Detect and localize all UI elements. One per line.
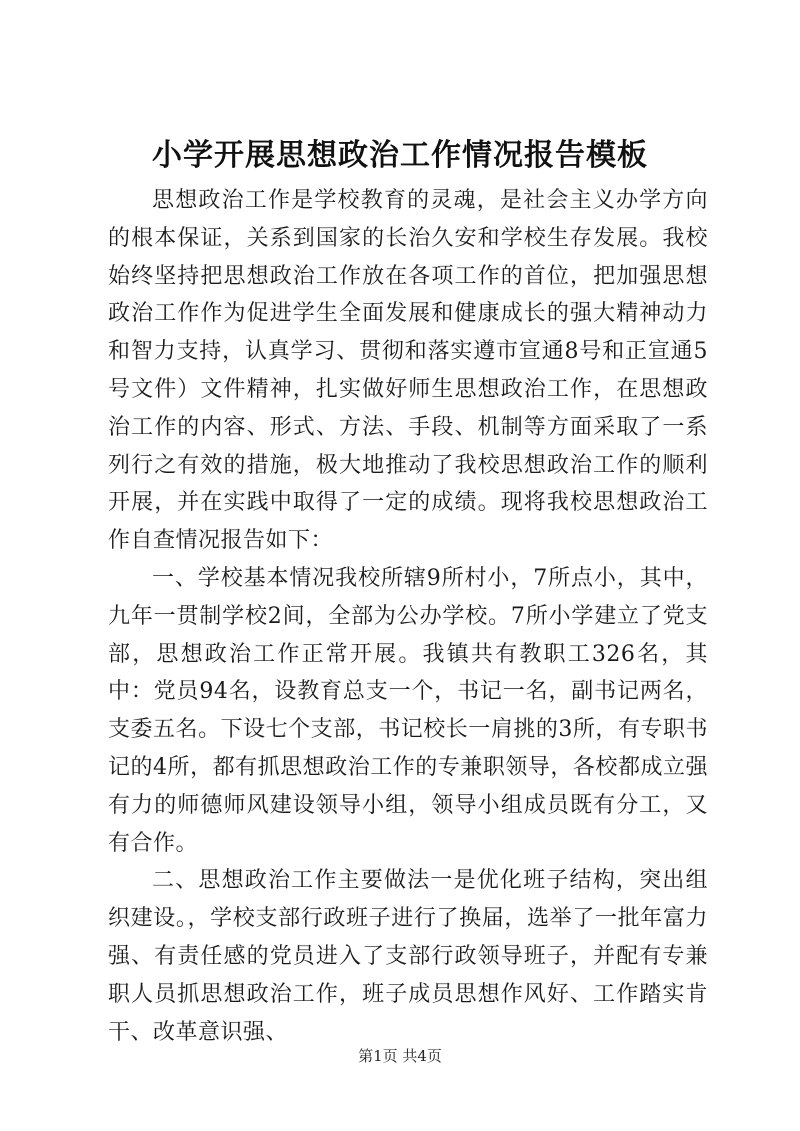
paragraph-section-2: 二、思想政治工作主要做法一是优化班子结构，突出组织建设。，学校支部行政班子进行了换届，选举了一批年富力强、有责任感的党员进入了支部行政领导班子，并配有专兼职人员抓思想政治工作，班子成员思想作风好、工作踏实肯干、改革意识强、	[108, 868, 708, 1045]
paragraph-intro: 思想政治工作是学校教育的灵魂，是社会主义办学方向的根本保证，关系到国家的长治久安和学校生存发展。我校始终坚持把思想政治工作放在各项工作的首位，把加强思想政治工作作为促进学生全面发展和健康成长的强大精神动力和智力支持，认真学习、贯彻和落实遵市宣通8号和正宣通5号文件）文件精神，扎实做好师生思想政治工作，在思想政治工作的内容、形式、方法、手段、机制等方面采取了一系列行之有效的措施，极大地推动了我校思想政治工作的顺利开展，并在实践中取得了一定的成绩。现将我校思想政治工作自查情况报告如下：	[108, 188, 708, 554]
document-body	[108, 182, 708, 1051]
document-title: 小学开展思想政治工作情况报告模板	[152, 138, 648, 173]
page-number-footer: 第1页 共4页	[358, 1047, 442, 1065]
paragraph-section-1: 一、学校基本情况我校所辖9所村小，7所点小，其中，九年一贯制学校2间，全部为公办学校。7所小学建立了党支部，思想政治工作正常开展。我镇共有教职工326名，其中：党员94名，设教育总支一个，书记一名，副书记两名，支委五名。下设七个支部，书记校长一肩挑的3所，有专职书记的4所，都有抓思想政治工作的专兼职领导，各校都成立强有力的师德师风建设领导小组，领导小组成员既有分工，又有合作。	[108, 565, 708, 856]
